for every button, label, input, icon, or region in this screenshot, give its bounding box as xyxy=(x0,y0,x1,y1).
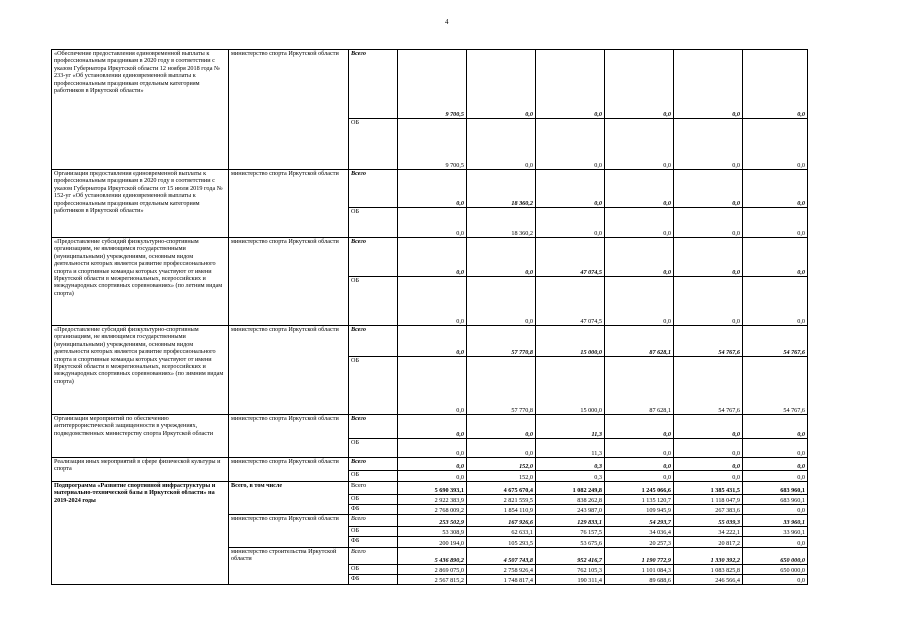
amount-cell: 0,0 xyxy=(674,170,743,208)
executor: министерство спорта Иркутской области xyxy=(229,170,349,238)
amount-cell: 87 628,1 xyxy=(605,357,674,415)
amount-cell: 57 770,8 xyxy=(467,326,536,357)
funding-source: Всего xyxy=(349,548,398,565)
amount-cell: 0,0 xyxy=(605,170,674,208)
amount-cell: 0,0 xyxy=(743,537,808,548)
amount-cell: 2 758 926,4 xyxy=(467,565,536,575)
amount-cell: 0,0 xyxy=(536,119,605,170)
amount-cell: 4 675 670,4 xyxy=(467,482,536,495)
amount-cell: 34 036,4 xyxy=(605,527,674,537)
amount-cell: 0,0 xyxy=(398,170,467,208)
amount-cell: 0,0 xyxy=(605,277,674,326)
amount-cell: 0,0 xyxy=(605,458,674,471)
amount-cell: 4 507 743,8 xyxy=(467,548,536,565)
amount-cell: 55 039,3 xyxy=(674,515,743,527)
amount-cell: 0,0 xyxy=(605,415,674,439)
table-row xyxy=(52,170,808,208)
amount-cell: 0,0 xyxy=(398,277,467,326)
amount-cell: 0,0 xyxy=(743,415,808,439)
amount-cell: 2 821 559,5 xyxy=(467,495,536,505)
amount-cell: 152,0 xyxy=(467,471,536,482)
activity-name: Организация предоставления единовременной выплаты к профессиональным праздникам в 2020 году в соответствии с указом Губернатора Иркутской области от 15 июля 2019 года № 152-уг «Об установлении единовременной выплаты к профессиональным праздникам отдельным категориям работников в Иркутской области» xyxy=(52,170,229,238)
amount-cell: 152,0 xyxy=(467,458,536,471)
amount-cell: 0,0 xyxy=(743,50,808,119)
amount-cell: 1 190 772,9 xyxy=(605,548,674,565)
amount-cell: 1 385 431,5 xyxy=(674,482,743,495)
amount-cell: 683 960,1 xyxy=(743,482,808,495)
amount-cell: 0,0 xyxy=(674,208,743,238)
amount-cell: 2 922 383,9 xyxy=(398,495,467,505)
amount-cell: 0,0 xyxy=(674,439,743,458)
amount-cell: 0,0 xyxy=(605,238,674,277)
funding-source: Всего xyxy=(349,326,398,357)
amount-cell: 0,0 xyxy=(743,505,808,515)
amount-cell: 650 000,0 xyxy=(743,548,808,565)
amount-cell: 0,0 xyxy=(743,575,808,585)
amount-cell: 0,0 xyxy=(536,208,605,238)
amount-cell: 838 262,8 xyxy=(536,495,605,505)
funding-source: ОБ xyxy=(349,565,398,575)
amount-cell: 18 360,2 xyxy=(467,208,536,238)
amount-cell: 76 157,5 xyxy=(536,527,605,537)
amount-cell: 0,0 xyxy=(743,277,808,326)
amount-cell: 54 767,6 xyxy=(743,357,808,415)
amount-cell: 0,0 xyxy=(398,439,467,458)
amount-cell: 5 690 393,1 xyxy=(398,482,467,495)
amount-cell: 18 360,2 xyxy=(467,170,536,208)
funding-source: Всего xyxy=(349,415,398,439)
executor: министерство спорта Иркутской области xyxy=(229,238,349,326)
amount-cell: 47 074,5 xyxy=(536,277,605,326)
funding-source: ОБ xyxy=(349,495,398,505)
funding-source: ФБ xyxy=(349,575,398,585)
amount-cell: 87 628,1 xyxy=(605,326,674,357)
funding-source: ФБ xyxy=(349,537,398,548)
amount-cell: 20 257,3 xyxy=(605,537,674,548)
funding-source: ОБ xyxy=(349,277,398,326)
amount-cell: 54 767,6 xyxy=(674,326,743,357)
funding-source: ОБ xyxy=(349,439,398,458)
amount-cell: 53 675,6 xyxy=(536,537,605,548)
amount-cell: 15 000,0 xyxy=(536,326,605,357)
table-row xyxy=(52,415,808,439)
amount-cell: 0,0 xyxy=(743,119,808,170)
amount-cell: 15 000,0 xyxy=(536,357,605,415)
amount-cell: 1 135 120,7 xyxy=(605,495,674,505)
amount-cell: 246 566,4 xyxy=(674,575,743,585)
amount-cell: 2 567 815,2 xyxy=(398,575,467,585)
amount-cell: 53 308,9 xyxy=(398,527,467,537)
funding-source: ОБ xyxy=(349,208,398,238)
amount-cell: 0,0 xyxy=(536,170,605,208)
amount-cell: 0,0 xyxy=(674,50,743,119)
amount-cell: 1 118 047,9 xyxy=(674,495,743,505)
table-row xyxy=(52,482,808,495)
amount-cell: 1 748 817,4 xyxy=(467,575,536,585)
amount-cell: 0,0 xyxy=(743,208,808,238)
executor: министерство строительства Иркутской области xyxy=(229,548,349,585)
amount-cell: 0,3 xyxy=(536,471,605,482)
amount-cell: 1 082 249,8 xyxy=(536,482,605,495)
amount-cell: 33 960,1 xyxy=(743,515,808,527)
amount-cell: 253 502,9 xyxy=(398,515,467,527)
executor: министерство спорта Иркутской области xyxy=(229,458,349,482)
amount-cell: 54 293,7 xyxy=(605,515,674,527)
amount-cell: 167 926,6 xyxy=(467,515,536,527)
funding-source: Всего xyxy=(349,515,398,527)
amount-cell: 0,0 xyxy=(398,326,467,357)
amount-cell: 1 854 110,9 xyxy=(467,505,536,515)
activity-name: «Предоставление субсидий физкультурно-спортивным организациям, не являющимся государственными (муниципальными) учреждениями, основным видом деятельности которых является развитие профессионального спорта и спортивные команды которых участвуют от имени Иркутской области в межрегиональных, всероссийских и международных спортивных соревнованиях» (по летним видам спорта) xyxy=(52,238,229,326)
amount-cell: 2 768 009,2 xyxy=(398,505,467,515)
amount-cell: 0,0 xyxy=(605,208,674,238)
table-row xyxy=(52,50,808,119)
amount-cell: 2 869 075,0 xyxy=(398,565,467,575)
amount-cell: 200 194,0 xyxy=(398,537,467,548)
activity-name: Реализация иных мероприятий в сфере физической культуры и спорта xyxy=(52,458,229,482)
amount-cell: 0,0 xyxy=(743,439,808,458)
amount-cell: 0,0 xyxy=(467,238,536,277)
amount-cell: 0,0 xyxy=(605,471,674,482)
amount-cell: 33 960,1 xyxy=(743,527,808,537)
amount-cell: 0,0 xyxy=(743,458,808,471)
amount-cell: 0,0 xyxy=(674,471,743,482)
amount-cell: 109 945,9 xyxy=(605,505,674,515)
amount-cell: 1 245 066,6 xyxy=(605,482,674,495)
table-row xyxy=(52,238,808,277)
amount-cell: 11,3 xyxy=(536,439,605,458)
amount-cell: 0,0 xyxy=(467,415,536,439)
amount-cell: 0,0 xyxy=(674,415,743,439)
page-number: 4 xyxy=(445,18,449,26)
amount-cell: 62 633,1 xyxy=(467,527,536,537)
amount-cell: 9 700,5 xyxy=(398,50,467,119)
amount-cell: 952 416,7 xyxy=(536,548,605,565)
table-row xyxy=(52,326,808,357)
amount-cell: 0,0 xyxy=(743,471,808,482)
amount-cell: 1 083 825,8 xyxy=(674,565,743,575)
amount-cell: 0,0 xyxy=(467,277,536,326)
amount-cell: 0,0 xyxy=(398,357,467,415)
amount-cell: 5 436 890,2 xyxy=(398,548,467,565)
funding-source: ОБ xyxy=(349,119,398,170)
subprogram-name: Подпрограмма «Развитие спортивной инфраструктуры и материально-технической базы в Иркутской области» на 2019-2024 годы xyxy=(52,482,229,585)
amount-cell: 0,0 xyxy=(536,50,605,119)
amount-cell: 11,3 xyxy=(536,415,605,439)
activity-name: «Предоставление субсидий физкультурно-спортивным организациям, не являющимся государственными (муниципальными) учреждениями, основным видом деятельности которых является развитие профессионального спорта и спортивные команды которых участвуют от имени Иркутской области в межрегиональных, всероссийских и международных спортивных соревнованиях» (по зимним видам спорта) xyxy=(52,326,229,415)
amount-cell: 243 987,0 xyxy=(536,505,605,515)
budget-table xyxy=(51,49,808,585)
amount-cell: 54 767,6 xyxy=(743,326,808,357)
funding-source: Всего xyxy=(349,50,398,119)
funding-source: Всего xyxy=(349,458,398,471)
amount-cell: 0,0 xyxy=(674,238,743,277)
amount-cell: 47 074,5 xyxy=(536,238,605,277)
amount-cell: 9 700,5 xyxy=(398,119,467,170)
executor: Всего, в том числе xyxy=(229,482,349,515)
funding-source: ОБ xyxy=(349,357,398,415)
amount-cell: 0,3 xyxy=(536,458,605,471)
executor: министерство спорта Иркутской области xyxy=(229,50,349,170)
amount-cell: 0,0 xyxy=(467,50,536,119)
amount-cell: 1 330 392,2 xyxy=(674,548,743,565)
executor: министерство спорта Иркутской области xyxy=(229,326,349,415)
amount-cell: 0,0 xyxy=(398,238,467,277)
amount-cell: 190 311,4 xyxy=(536,575,605,585)
funding-source: Всего xyxy=(349,482,398,495)
table-row xyxy=(52,458,808,471)
amount-cell: 0,0 xyxy=(674,277,743,326)
funding-source: Всего xyxy=(349,170,398,208)
executor: министерство спорта Иркутской области xyxy=(229,415,349,458)
amount-cell: 762 105,3 xyxy=(536,565,605,575)
funding-source: ОБ xyxy=(349,471,398,482)
amount-cell: 0,0 xyxy=(743,238,808,277)
amount-cell: 0,0 xyxy=(398,415,467,439)
amount-cell: 0,0 xyxy=(467,439,536,458)
amount-cell: 650 000,0 xyxy=(743,565,808,575)
executor: министерство спорта Иркутской области xyxy=(229,515,349,548)
amount-cell: 20 817,2 xyxy=(674,537,743,548)
amount-cell: 0,0 xyxy=(743,170,808,208)
amount-cell: 57 770,8 xyxy=(467,357,536,415)
funding-source: Всего xyxy=(349,238,398,277)
amount-cell: 683 960,1 xyxy=(743,495,808,505)
amount-cell: 129 833,1 xyxy=(536,515,605,527)
amount-cell: 1 101 084,3 xyxy=(605,565,674,575)
amount-cell: 105 293,5 xyxy=(467,537,536,548)
amount-cell: 0,0 xyxy=(398,458,467,471)
activity-name: «Обеспечение предоставления единовременной выплаты к профессиональным праздникам в 2020 году в соответствии с указом Губернатора Иркутской области 12 ноября 2018 года № 233-уг «Об установлении единовременной выплаты к профессиональным праздникам отдельным категориям работников в Иркутской области» xyxy=(52,50,229,170)
amount-cell: 0,0 xyxy=(605,119,674,170)
amount-cell: 0,0 xyxy=(674,119,743,170)
amount-cell: 0,0 xyxy=(398,471,467,482)
amount-cell: 0,0 xyxy=(605,439,674,458)
funding-source: ОБ xyxy=(349,527,398,537)
amount-cell: 0,0 xyxy=(398,208,467,238)
activity-name: Организация мероприятий по обеспечению антитеррористической защищенности в учреждениях, подведомственных министерству спорта Иркутской области xyxy=(52,415,229,458)
funding-source: ФБ xyxy=(349,505,398,515)
amount-cell: 0,0 xyxy=(605,50,674,119)
amount-cell: 0,0 xyxy=(674,458,743,471)
amount-cell: 89 688,6 xyxy=(605,575,674,585)
amount-cell: 267 383,6 xyxy=(674,505,743,515)
amount-cell: 34 222,1 xyxy=(674,527,743,537)
amount-cell: 0,0 xyxy=(467,119,536,170)
amount-cell: 54 767,6 xyxy=(674,357,743,415)
